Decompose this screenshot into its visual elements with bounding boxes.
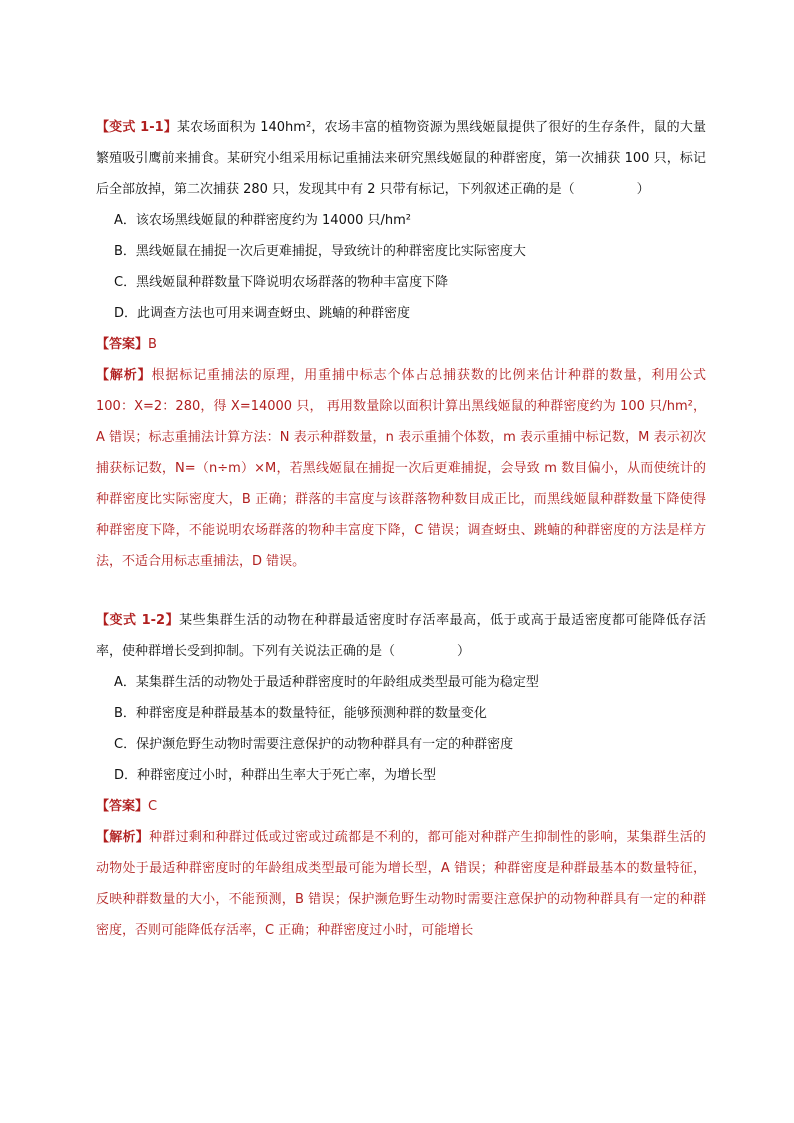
question-1-option-d: D．此调查方法也可用来调查蚜虫、跳蝻的种群密度 — [114, 306, 411, 321]
question-1-answer — [96, 329, 706, 360]
section-gap — [96, 577, 706, 605]
question-1-option-c: C．黑线姬鼠种群数量下降说明农场群落的物种丰富度下降 — [114, 275, 449, 290]
question-1-text: 某农场面积为 140hm²，农场丰富的植物资源为黑线姬鼠提供了很好的生存条件，鼠的大量繁殖吸引鹰前来捕食。某研究小组采用标记重捕法来研究黑线姬鼠的种群密度，第一次捕获 100 只，标记后全部放掉，第二次捕获 280 只，发现其中有 2 只带有标记，下列叙述正确的是（ — [96, 120, 707, 197]
analysis-tag: 【解析】 — [96, 830, 150, 845]
question-1-paren-close: ） — [636, 182, 650, 197]
question-1-analysis — [96, 360, 706, 577]
analysis-text: 根据标记重捕法的原理，用重捕中标志个体占总捕获数的比例来估计种群的数量，利用公式 100：X=2：280，得 X=14000 只， 再用数量除以面积计算出黑线姬鼠的种群密度约为 100 只/hm²，A 错误；标志重捕法计算方法：N 表示种群数量，n 表示重捕个体数，m 表示重捕中标记数，M 表示初次捕获标记数，N=（n÷m）×M，若黑线姬鼠在捕捉一次后更难捕捉，会导致 m 数目偏小，从而使统计的种群密度比实际密度大，B 正确；群落的丰富度与该群落物种数目成正比，而黑线姬鼠种群数量下降使得种群密度下降，不能说明农场群落的物种丰富度下降，C 错误；调查蚜虫、跳蝻的种群密度的方法是样方法，不适合用标志重捕法，D 错误。 — [96, 368, 706, 569]
question-2-option-d: D．种群密度过小时，种群出生率大于死亡率，为增长型 — [114, 768, 437, 783]
answer-tag: 【答案】 — [96, 337, 149, 352]
question-2-paren-close: ） — [457, 644, 471, 659]
question-2-option-c: C．保护濒危野生动物时需要注意保护的动物种群具有一定的种群密度 — [114, 737, 514, 752]
answer-tag: 【答案】 — [96, 799, 149, 814]
analysis-tag: 【解析】 — [96, 368, 152, 383]
question-2-tag: 【变式 1-2】 — [96, 613, 180, 628]
question-2-option-a: A．某集群生活的动物处于最适种群密度时的年龄组成类型最可能为稳定型 — [114, 675, 539, 690]
answer-value: B — [148, 337, 157, 352]
question-2-stem — [96, 605, 706, 667]
analysis-text: 种群过剩和种群过低或过密或过疏都是不利的，都可能对种群产生抑制性的影响，某集群生活的动物处于最适种群密度时的年龄组成类型最可能为增长型，A 错误；种群密度是种群最基本的数量特征，反映种群数量的大小，不能预测，B 错误；保护濒危野生动物时需要注意保护的动物种群具有一定的种群密度，否则可能降低存活率，C 正确；种群密度过小时，可能增长 — [96, 830, 706, 938]
question-1-tag: 【变式 1-1】 — [96, 120, 177, 135]
question-2-answer — [96, 791, 706, 822]
question-1-option-b: B．黑线姬鼠在捕捉一次后更难捕捉，导致统计的种群密度比实际密度大 — [114, 244, 526, 259]
answer-value: C — [148, 799, 158, 814]
question-1-option-a: A．该农场黑线姬鼠的种群密度约为 14000 只/hm² — [114, 213, 412, 228]
question-2-analysis — [96, 822, 706, 946]
question-2-option-b: B．种群密度是种群最基本的数量特征，能够预测种群的数量变化 — [114, 706, 487, 721]
question-2-text: 某些集群生活的动物在种群最适密度时存活率最高，低于或高于最适密度都可能降低存活率，使种群增长受到抑制。下列有关说法正确的是（ — [96, 613, 706, 659]
question-1-stem — [96, 112, 706, 205]
document-page — [96, 112, 706, 946]
